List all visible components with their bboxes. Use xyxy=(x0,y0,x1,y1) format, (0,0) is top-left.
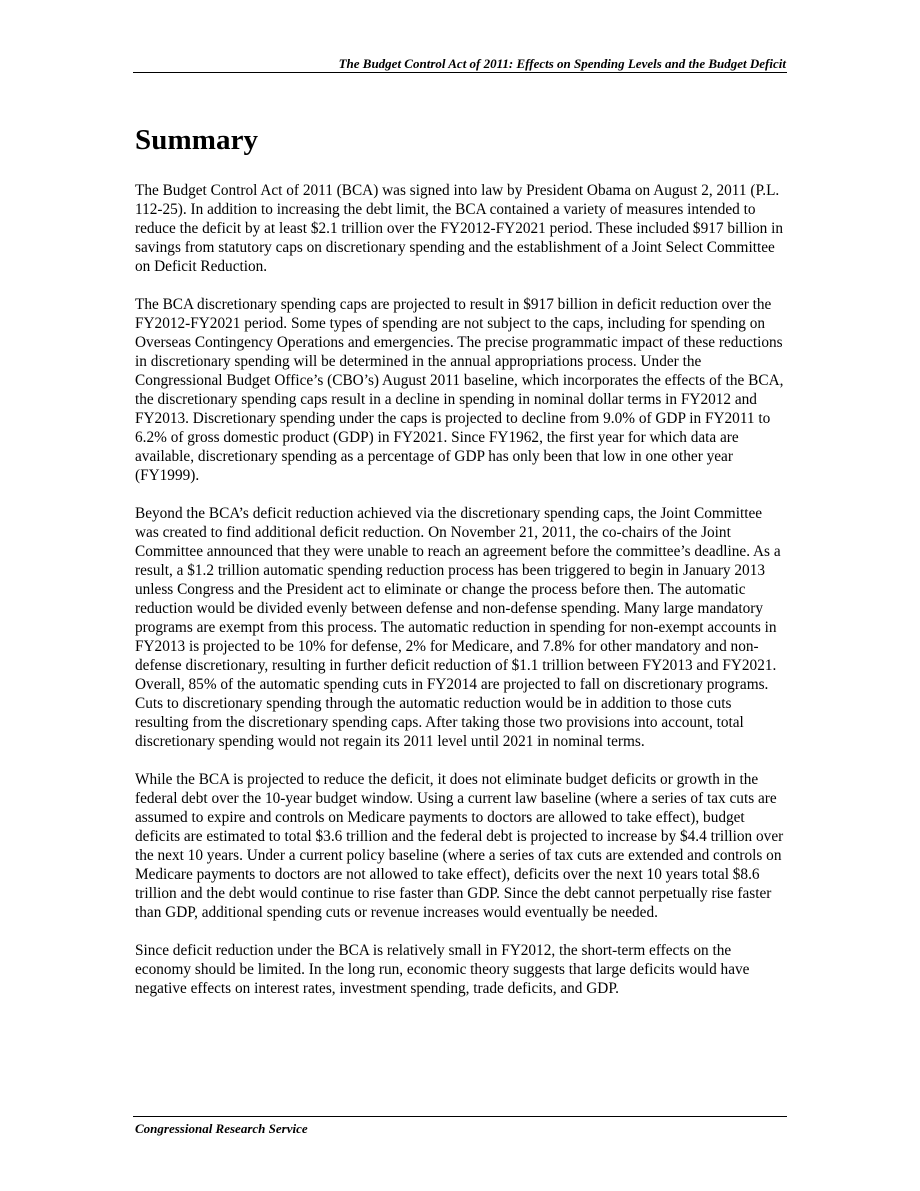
page-title: Summary xyxy=(135,124,259,156)
summary-body xyxy=(135,181,785,1017)
footer-rule xyxy=(133,1116,787,1117)
summary-paragraph: Beyond the BCA’s deficit reduction achieved via the discretionary spending caps, the Joint Committee was created to find additional deficit reduction. On November 21, 2011, the co-chairs of the Joint Committee announced that they were unable to reach an agreement before the committee’s deadline. As a result, a $1.2 trillion automatic spending reduction process has been triggered to begin in January 2013 unless Congress and the President act to eliminate or change the process before then. The automatic reduction would be divided evenly between defense and non-defense spending. Many large mandatory programs are exempt from this process. The automatic reduction in spending for non-exempt accounts in FY2013 is projected to be 10% for defense, 2% for Medicare, and 7.8% for other mandatory and non-defense discretionary, resulting in further deficit reduction of $1.1 trillion between FY2013 and FY2021. Overall, 85% of the automatic spending cuts in FY2014 are projected to fall on discretionary programs. Cuts to discretionary spending through the automatic reduction would be in addition to those cuts resulting from the discretionary spending caps. After taking those two provisions into account, total discretionary spending would not regain its 2011 level until 2021 in nominal terms. xyxy=(135,505,781,750)
summary-paragraph: Since deficit reduction under the BCA is relatively small in FY2012, the short-term effects on the economy should be limited. In the long run, economic theory suggests that large deficits would have negative effects on interest rates, investment spending, trade deficits, and GDP. xyxy=(135,942,750,997)
running-header: The Budget Control Act of 2011: Effects on Spending Levels and the Budget Deficit xyxy=(338,56,786,71)
summary-paragraph: The Budget Control Act of 2011 (BCA) was signed into law by President Obama on August 2, 2011 (P.L. 112-25). In addition to increasing the debt limit, the BCA contained a variety of measures intended to reduce the deficit by at least $2.1 trillion over the FY2012-FY2021 period. These included $917 billion in savings from statutory caps on discretionary spending and the establishment of a Joint Select Committee on Deficit Reduction. xyxy=(135,182,784,275)
summary-paragraph: While the BCA is projected to reduce the deficit, it does not eliminate budget deficits or growth in the federal debt over the 10-year budget window. Using a current law baseline (where a series of tax cuts are assumed to expire and controls on Medicare payments to doctors are allowed to take effect), budget deficits are estimated to total $3.6 trillion and the federal debt is projected to increase by $4.4 trillion over the next 10 years. Under a current policy baseline (where a series of tax cuts are extended and controls on Medicare payments to doctors are not allowed to take effect), deficits over the next 10 years total $8.6 trillion and the debt would continue to rise faster than GDP. Since the debt cannot perpetually rise faster than GDP, additional spending cuts or revenue increases would eventually be needed. xyxy=(135,771,784,921)
summary-paragraph: The BCA discretionary spending caps are projected to result in $917 billion in deficit reduction over the FY2012-FY2021 period. Some types of spending are not subject to the caps, including for spending on Overseas Contingency Operations and emergencies. The precise programmatic impact of these reductions in discretionary spending will be determined in the annual appropriations process. Under the Congressional Budget Office’s (CBO’s) August 2011 baseline, which incorporates the effects of the BCA, the discretionary spending caps result in a decline in spending in nominal dollar terms in FY2012 and FY2013. Discretionary spending under the caps is projected to decline from 9.0% of GDP in FY2011 to 6.2% of gross domestic product (GDP) in FY2021. Since FY1962, the first year for which data are available, discretionary spending as a percentage of GDP has only been that low in one other year (FY1999). xyxy=(135,296,784,484)
header-rule xyxy=(133,72,787,73)
running-footer: Congressional Research Service xyxy=(135,1121,308,1136)
